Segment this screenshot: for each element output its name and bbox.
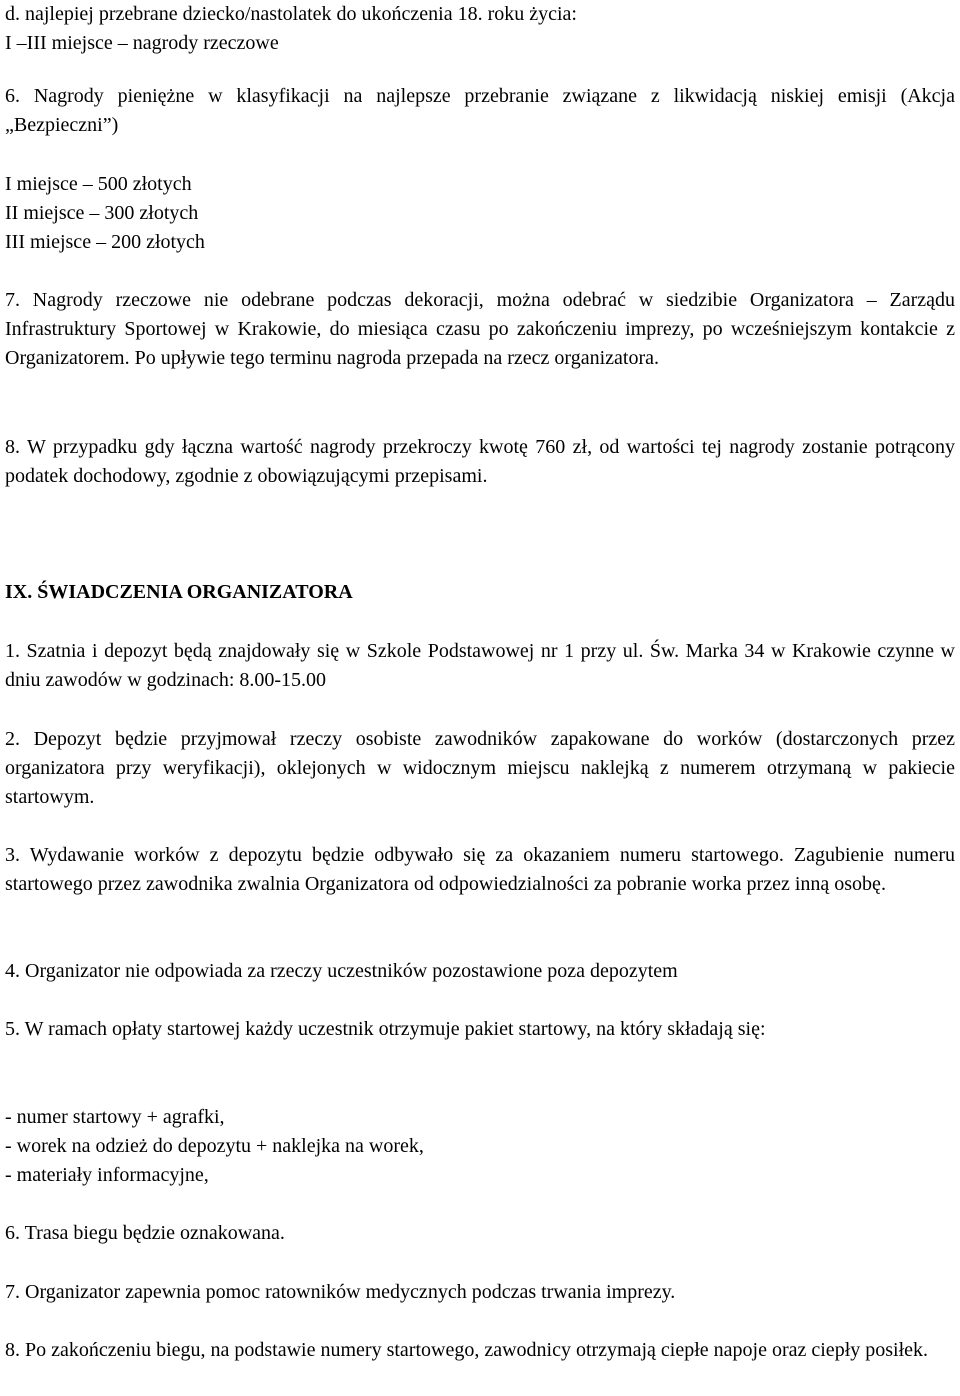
paragraph-8-prize-tax: 8. W przypadku gdy łączna wartość nagrody przekroczy kwotę 760 zł, od wartości tej nagrody zostanie potrącony podatek dochodowy, zgodnie z obowiązującymi przepisami.	[5, 436, 955, 487]
section9-paragraph-1: 1. Szatnia i depozyt będą znajdowały się w Szkole Podstawowej nr 1 przy ul. Św. Marka 34 w Krakowie czynne w dniu zawodów w godzinach: 8.00-15.00	[5, 640, 955, 691]
item-d-block	[5, 0, 955, 58]
starter-packet-item: - numer startowy + agrafki,	[5, 1106, 225, 1128]
item-d-text: d. najlepiej przebrane dziecko/nastolatek do ukończenia 18. roku życia:	[5, 3, 577, 25]
paragraph-6-money-prizes: 6. Nagrody pieniężne w klasyfikacji na najlepsze przebranie związane z likwidacją niskiej emisji (Akcja „Bezpieczni”)	[5, 85, 955, 136]
section9-paragraph-5: 5. W ramach opłaty startowej każdy uczestnik otrzymuje pakiet startowy, na który składają się:	[5, 1018, 766, 1040]
starter-packet-item: - worek na odzież do depozytu + naklejka na worek,	[5, 1135, 424, 1157]
section9-paragraph-6: 6. Trasa biegu będzie oznakowana.	[5, 1222, 285, 1244]
money-prize-list	[5, 170, 955, 257]
prize-third-place: III miejsce – 200 złotych	[5, 231, 205, 253]
prize-first-place: I miejsce – 500 złotych	[5, 173, 192, 195]
item-d-prize-text: I –III miejsce – nagrody rzeczowe	[5, 32, 279, 54]
section9-paragraph-7: 7. Organizator zapewnia pomoc ratowników medycznych podczas trwania imprezy.	[5, 1281, 676, 1303]
section-heading-organizer-services: IX. ŚWIADCZENIA ORGANIZATORA	[5, 581, 353, 603]
starter-packet-item: - materiały informacyjne,	[5, 1164, 209, 1186]
section9-paragraph-8: 8. Po zakończeniu biegu, na podstawie numery startowego, zawodnicy otrzymają ciepłe napoje oraz ciepły posiłek.	[5, 1339, 929, 1361]
section9-paragraph-2: 2. Depozyt będzie przyjmował rzeczy osobiste zawodników zapakowane do worków (dostarczonych przez organizatora przy weryfikacji), oklejonych w widocznym miejscu naklejką z numerem otrzymaną w pakiecie startowym.	[5, 728, 955, 808]
section9-paragraph-4: 4. Organizator nie odpowiada za rzeczy uczestników pozostawione poza depozytem	[5, 960, 678, 982]
paragraph-7-uncollected-prizes: 7. Nagrody rzeczowe nie odebrane podczas dekoracji, można odebrać w siedzibie Organizatora – Zarządu Infrastruktury Sportowej w Krakowie, do miesiąca czasu po zakończeniu imprezy, po wcześniejszym kontakcie z Organizatorem. Po upływie tego terminu nagroda przepada na rzecz organizatora.	[5, 289, 955, 369]
section9-paragraph-3: 3. Wydawanie worków z depozytu będzie odbywało się za okazaniem numeru startowego. Zagubienie numeru startowego przez zawodnika zwalnia Organizatora od odpowiedzialności za pobranie worka przez inną osobę.	[5, 844, 955, 895]
starter-packet-list	[5, 1103, 955, 1190]
prize-second-place: II miejsce – 300 złotych	[5, 202, 199, 224]
